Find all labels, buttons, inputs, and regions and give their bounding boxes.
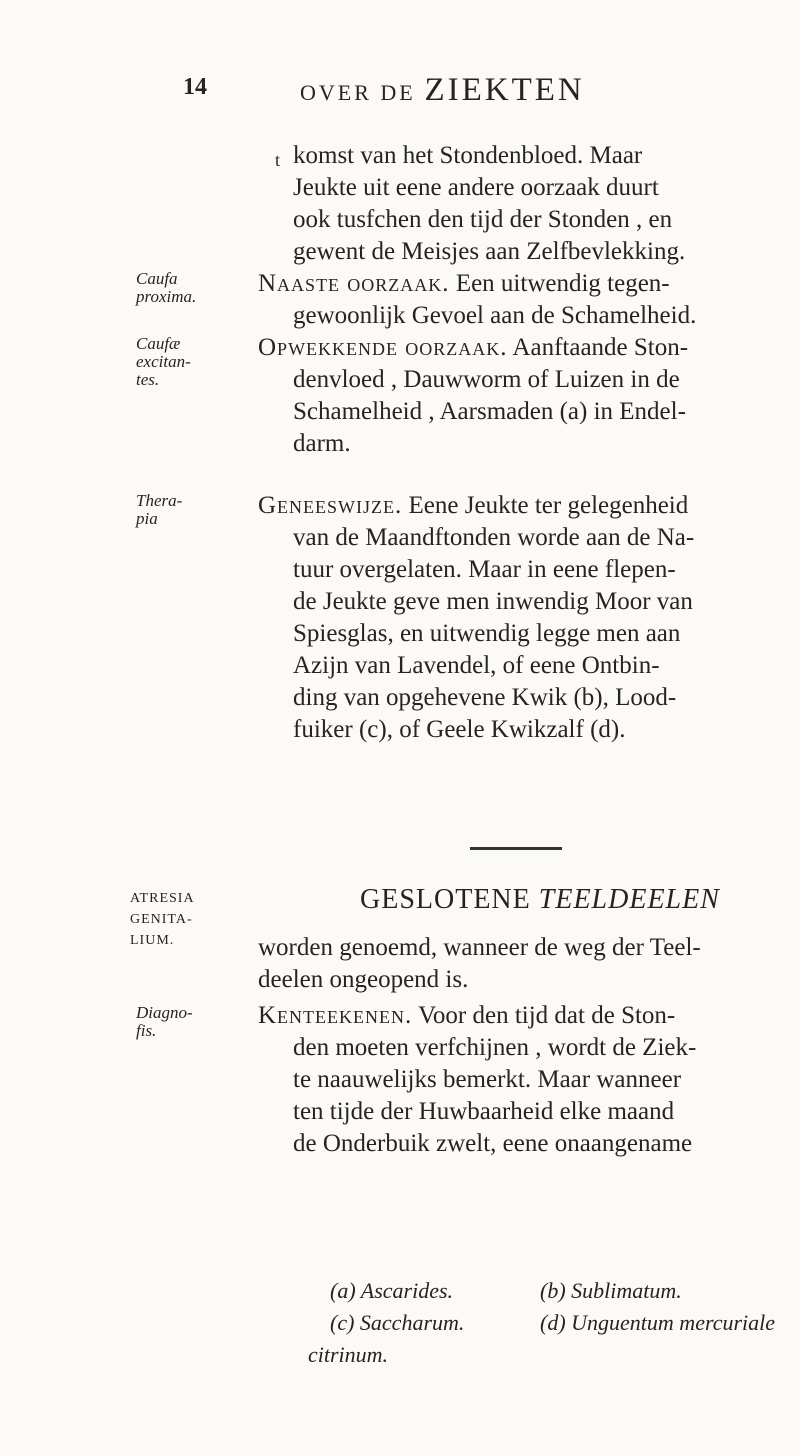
footnote-a: (a) Ascarides. [330, 1278, 454, 1303]
text-line: fuiker (c), of Geele Kwikzalf (d). [293, 716, 626, 743]
text-line: Jeukte uit eene andere oorzaak duurt [293, 174, 659, 201]
text-line: ten tijde der Huwbaarheid elke maand [293, 1098, 675, 1125]
section-heading [360, 884, 720, 916]
text-line: worden genoemd, wanneer de weg der Teel- [258, 934, 701, 961]
text-line: den moeten verfchijnen , wordt de Ziek- [293, 1034, 697, 1061]
text-run: Een uitwendig tegen- [455, 270, 670, 297]
paragraph-geneeswijze [258, 490, 768, 746]
text-line: te naauwelijks bemerkt. Maar wanneer [293, 1066, 682, 1093]
footnote-d-continuation: citrinum. [308, 1342, 389, 1367]
footnote-b: (b) Sublimatum. [540, 1278, 682, 1303]
text-line: gewent de Meisjes aan Zelfbevlekking. [293, 238, 686, 265]
paragraph-continuation [275, 140, 763, 268]
section-divider [470, 847, 562, 850]
text-line: komst van het Stondenbloed. Maar [293, 142, 643, 169]
paragraph-opwekkende-oorzaak [258, 332, 768, 460]
page-number: 14 [183, 74, 207, 100]
text-line: de Jeukte geve men inwendig Moor van [293, 588, 693, 615]
running-title-prefix: OVER DE [300, 80, 416, 105]
label-kenteekenen: Kenteekenen. [258, 1002, 413, 1029]
footnote-c: (c) Saccharum. [330, 1310, 465, 1335]
paragraph-kenteekenen [258, 1000, 768, 1160]
paragraph-naaste-oorzaak [258, 268, 768, 332]
margin-note-causae-excitantes: Caufæ excitan- tes. [136, 334, 191, 389]
section-heading-italic: TEELDEELEN [538, 884, 720, 915]
footnotes [308, 1275, 776, 1371]
paragraph-section-intro [258, 932, 768, 996]
margin-note-causa-proxima: Caufa proxima. [136, 269, 197, 306]
text-line: gewoonlijk Gevoel aan de Schamelheid. [293, 302, 697, 329]
margin-note-atresia: ATRESIA GENITA- LIUM. [130, 891, 195, 948]
running-title [300, 72, 585, 109]
section-heading-caps: GESLOTENE [360, 884, 531, 915]
text-run: Voor den tijd dat de Ston- [418, 1002, 676, 1029]
text-run: Eene Jeukte ter gelegenheid [408, 492, 689, 519]
text-line: van de Maandftonden worde aan de Na- [293, 524, 695, 551]
text-line: deelen ongeopend is. [258, 966, 469, 993]
footnote-d: (d) Unguentum mercuriale [540, 1310, 776, 1335]
text-line: de Onderbuik zwelt, eene onaangename [293, 1130, 693, 1157]
running-title-main: ZIEKTEN [424, 72, 585, 108]
margin-note-diagnosis: Diagno- fis. [136, 1003, 193, 1040]
text-run: Aanftaande Ston- [512, 334, 689, 361]
text-line: denvloed , Dauwworm of Luizen in de [293, 366, 680, 393]
text-line: ding van opgehevene Kwik (b), Lood- [293, 684, 677, 711]
text-line: ook tusfchen den tijd der Stonden , en [293, 206, 673, 233]
text-line: Azijn van Lavendel, of eene Ontbin- [293, 652, 660, 679]
running-header [0, 72, 800, 112]
text-line: tuur overgelaten. Maar in eene flepen- [293, 556, 676, 583]
text-line: darm. [293, 430, 351, 457]
text-line: Spiesglas, en uitwendig legge men aan [293, 620, 681, 647]
signature-mark: t [275, 150, 281, 170]
label-naaste-oorzaak: Naaste oorzaak. [258, 270, 450, 297]
text-line: Schamelheid , Aarsmaden (a) in Endel- [293, 398, 686, 425]
label-geneeswijze: Geneeswijze. [258, 492, 403, 519]
label-opwekkende-oorzaak: Opwekkende oorzaak. [258, 334, 508, 361]
margin-note-therapia: Thera- pia [136, 491, 183, 528]
